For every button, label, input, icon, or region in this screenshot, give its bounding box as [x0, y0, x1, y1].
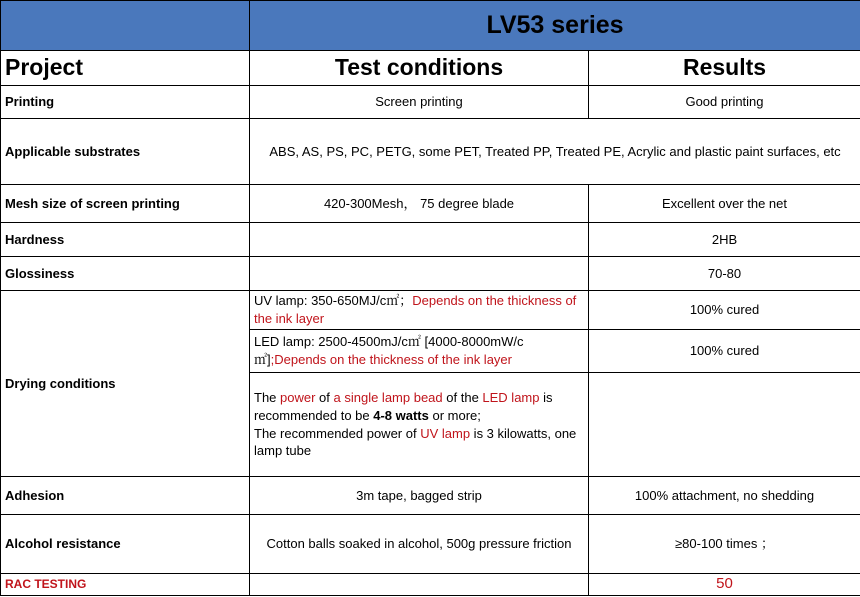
row-glossiness — [1, 257, 860, 291]
note-red-lamp-bead: a single lamp bead — [333, 390, 443, 406]
header-test-conditions: Test conditions — [250, 51, 589, 86]
row-adhesion — [1, 477, 860, 515]
label-mesh: Mesh size of screen printing — [1, 185, 250, 223]
row-mesh — [1, 185, 860, 223]
row-substrates — [1, 119, 860, 185]
note-red-led-lamp: LED lamp — [482, 390, 540, 406]
label-alcohol: Alcohol resistance — [1, 515, 250, 574]
table-title: LV53 series — [250, 1, 860, 51]
label-rac: RAC TESTING — [1, 574, 250, 596]
condition-printing: Screen printing — [250, 86, 589, 119]
led-lamp-note: ;Depends on the thickness of the ink layer — [270, 352, 512, 367]
note-text-6: The recommended power of — [254, 425, 421, 441]
result-alcohol: ≥80-100 times ； — [589, 515, 860, 574]
condition-rac — [250, 574, 589, 596]
condition-drying-led — [250, 330, 589, 373]
label-drying: Drying conditions — [1, 291, 250, 477]
label-hardness: Hardness — [1, 223, 250, 257]
row-hardness — [1, 223, 860, 257]
header-results: Results — [589, 51, 860, 86]
label-adhesion: Adhesion — [1, 477, 250, 515]
note-text-7: is 3 kilowatts, one lamp tube — [254, 425, 577, 459]
condition-glossiness — [250, 257, 589, 291]
result-drying-power — [589, 373, 860, 477]
label-substrates: Applicable substrates — [1, 119, 250, 185]
condition-mesh: 420-300Mesh， 75 degree blade — [250, 185, 589, 223]
row-drying-uv — [1, 291, 860, 330]
note-text-3: of the — [442, 390, 483, 406]
condition-drying-power — [250, 373, 589, 477]
note-text-1: The — [254, 390, 281, 406]
condition-hardness — [250, 223, 589, 257]
result-mesh: Excellent over the net — [589, 185, 860, 223]
result-drying-led: 100% cured — [589, 330, 860, 373]
uv-lamp-text: UV lamp: 350-650MJ/c㎡； — [254, 293, 413, 309]
note-text-2: of — [315, 390, 334, 406]
note-red-power: power — [280, 390, 316, 406]
label-printing: Printing — [1, 86, 250, 119]
note-red-uv-lamp: UV lamp — [420, 425, 471, 441]
result-rac: 50 — [589, 574, 860, 596]
result-hardness: 2HB — [589, 223, 860, 257]
result-drying-uv: 100% cured — [589, 291, 860, 330]
condition-alcohol: Cotton balls soaked in alcohol, 500g pressure friction — [250, 515, 589, 574]
result-adhesion: 100% attachment, no shedding — [589, 477, 860, 515]
row-alcohol — [1, 515, 860, 574]
row-rac — [1, 574, 860, 596]
header-row — [1, 51, 860, 86]
result-printing: Good printing — [589, 86, 860, 119]
row-printing — [1, 86, 860, 119]
note-text-5: or more; — [428, 407, 481, 423]
uv-lamp-note: Depends on the thickness of the ink layer — [254, 293, 577, 326]
condition-drying-uv — [250, 291, 589, 330]
label-glossiness: Glossiness — [1, 257, 250, 291]
condition-adhesion: 3m tape, bagged strip — [250, 477, 589, 515]
note-bold-watts: 4-8 watts — [373, 407, 429, 423]
header-project: Project — [1, 51, 250, 86]
result-glossiness: 70-80 — [589, 257, 860, 291]
led-lamp-text: LED lamp: 2500-4500mJ/c㎡ [4000-8000mW/c㎡] — [254, 334, 524, 367]
condition-substrates: ABS, AS, PS, PC, PETG, some PET, Treated PP, Treated PE, Acrylic and plastic paint surfaces, etc — [250, 119, 860, 185]
title-row — [1, 1, 860, 51]
note-text-4: is recommended to be — [254, 390, 553, 423]
title-corner-cell — [1, 1, 250, 51]
